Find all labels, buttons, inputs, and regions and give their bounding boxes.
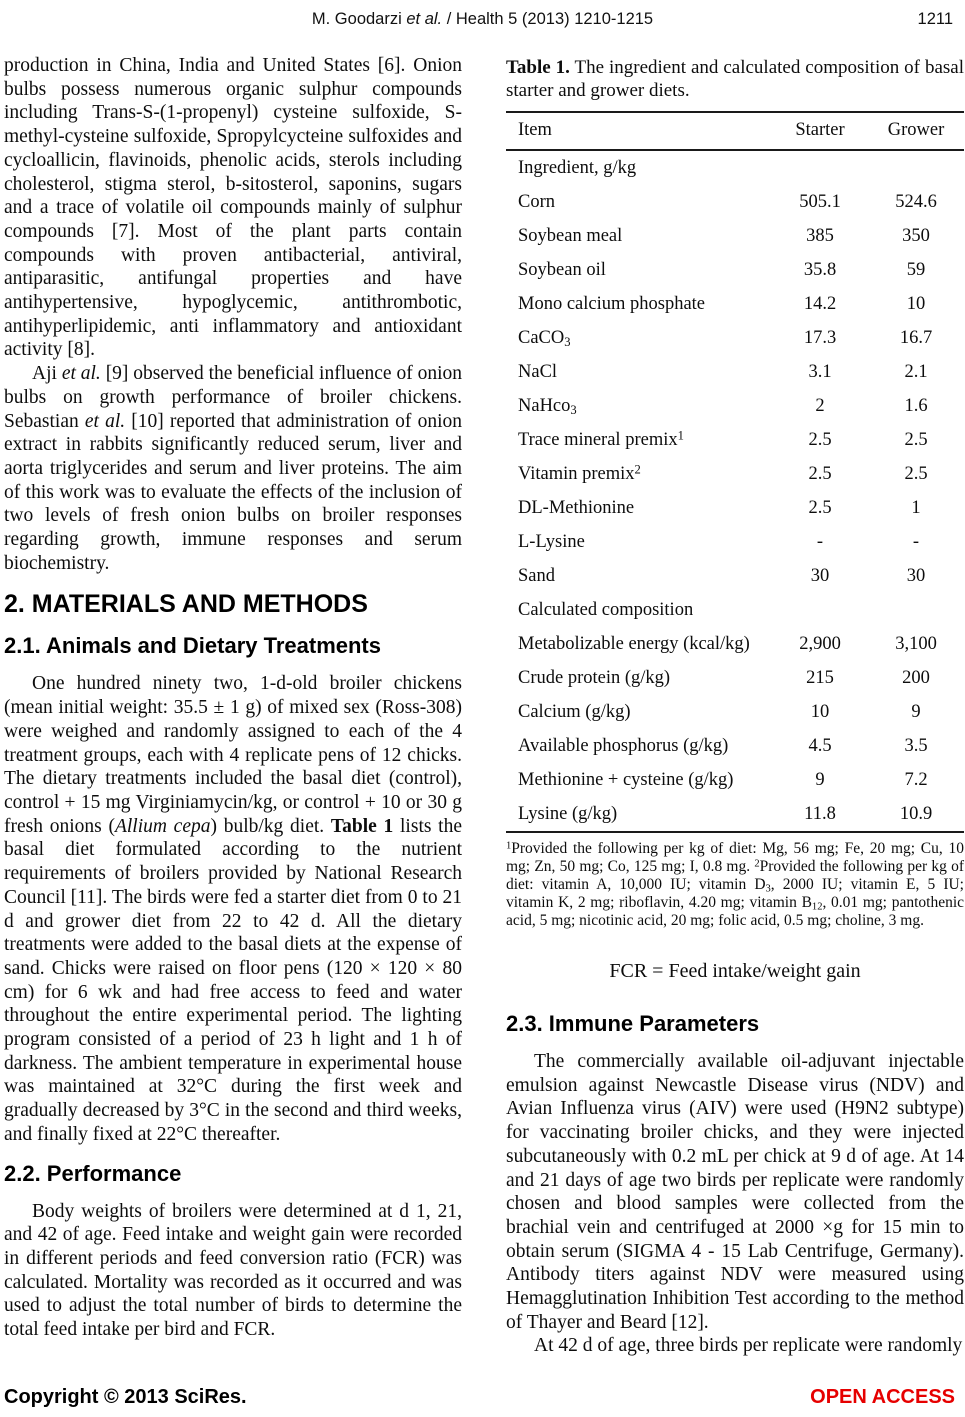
- grower-value-cell: 9: [911, 701, 921, 722]
- grower-value-cell: 7.2: [904, 769, 928, 790]
- item-cell: Calculated composition: [518, 599, 694, 620]
- table-header-row: [506, 112, 964, 150]
- grower-value-cell: 59: [906, 259, 926, 280]
- grower-value-cell: 1.6: [904, 395, 928, 416]
- item-cell: Mono calcium phosphate: [518, 293, 706, 314]
- starter-value-cell: 30: [810, 565, 830, 586]
- table-footnote: $^1$Provided the following per kg of diet: Mg, 56 mg; Fe, 20 mg; Cu, 10 mg; Zn, 50 mg; Co, 125 mg; I, 0.8 mg. $^2$Provided the following per kg of diet: vitamin A, 10,000 IU; vitamin D3, 2000 IU; vitamin E, 5 IU; vitamin K, 2 mg; riboflavin, 4.20 mg; vitamin B12, 0.01 mg; pantothenic acid, 5 mg; nicotinic acid, 20 mg; folic acid, 0.5 mg; choline, 3 mg.: [506, 840, 965, 929]
- table-row: [506, 729, 964, 763]
- article-reference: M. Goodarzi et al. / Health 5 (2013) 1210-1215: [311, 10, 654, 28]
- table-row: [506, 627, 964, 661]
- fcr-equation: FCR = Feed intake/weight gain: [609, 960, 861, 982]
- item-cell: DL-Methionine: [518, 497, 635, 518]
- starter-value-cell: 10: [810, 701, 830, 722]
- grower-value-cell: 30: [906, 565, 926, 586]
- section-2-2-heading: 2.2. Performance: [4, 1160, 182, 1186]
- starter-value-cell: 2: [815, 395, 825, 416]
- table-row: [506, 491, 964, 525]
- starter-value-cell: 2,900: [799, 633, 841, 654]
- item-cell: Available phosphorus (g/kg): [518, 735, 729, 756]
- starter-value-cell: 9: [815, 769, 825, 790]
- left-column: [4, 54, 462, 1358]
- starter-value-cell: 2.5: [808, 497, 832, 518]
- starter-value-cell: 14.2: [803, 293, 837, 314]
- grower-value-cell: 16.7: [899, 327, 933, 348]
- paragraph-aji-background: Aji et al. [9] observed the beneficial influence of onion bulbs on growth performance of broiler chickens. Sebastian et al. [10] reported that administration of onion extract in rabbits significantly reduced serum, liver and aorta triglycerides and serum and liver proteins. The aim of this work was to evaluate the effects of the inclusion of two levels of fresh onion bulbs on broiler responses regarding growth, immune responses and serum biochemistry.: [4, 363, 462, 574]
- column-header-grower: Grower: [868, 112, 964, 150]
- section-2-heading: 2. MATERIALS AND METHODS: [4, 590, 368, 619]
- table-section-row: [506, 593, 964, 627]
- item-cell: CaCO3: [518, 327, 571, 349]
- table-row: [506, 219, 964, 253]
- table-caption: Table 1. The ingredient and calculated composition of basal starter and grower diets.: [506, 57, 964, 101]
- column-header-item: Item: [506, 112, 772, 150]
- table-row: [506, 287, 964, 321]
- paragraph-animals-diets: One hundred ninety two, 1-d-old broiler chickens (mean initial weight: 35.5 ± 1 g) of mixed sex (Ross-308) were weighed and randomly assigned to each of the 4 treatment groups, each with 4 replicate pens of 12 chicks. The dietary treatments included the basal diet (control), control + 15 mg Virginiamycin/kg, or control + 10 or 30 g fresh onions (Allium cepa) bulb/kg diet. Table 1 lists the basal diet formulated according to the nutrient requirements of broilers provided by National Research Council [11]. The birds were fed a starter diet from 0 to 21 d and grower diet from 22 to 42 d. All the dietary treatments were added to the basal diets at the expense of sand. Chicks were raised on floor pens (120 × 120 × 80 cm) for 6 wk and had free access to feed and water throughout the entire experimental period. The lighting program consisted of a period of 23 h light and 1 h of darkness. The ambient temperature in experimental house was maintained at 32°C during the first week and gradually decreased by 3°C in the second and third weeks, and finally fixed at 22°C thereafter.: [4, 673, 462, 1145]
- open-access-label: OPEN ACCESS: [810, 1386, 955, 1408]
- page-footer: [4, 1386, 955, 1409]
- starter-value-cell: 385: [806, 225, 834, 246]
- table-row: [506, 389, 964, 423]
- grower-value-cell: 200: [902, 667, 930, 688]
- right-column: [506, 54, 964, 1358]
- starter-value-cell: 215: [806, 667, 834, 688]
- item-cell: NaCl: [518, 361, 558, 382]
- table-row: [506, 355, 964, 389]
- item-cell: Ingredient, g/kg: [518, 157, 637, 178]
- table-row: [506, 253, 964, 287]
- table-body: [506, 150, 964, 832]
- item-cell: Trace mineral premix$^1$: [518, 427, 684, 450]
- table-section-row: [506, 150, 964, 185]
- item-cell: Soybean oil: [518, 259, 606, 280]
- starter-value-cell: 4.5: [808, 735, 832, 756]
- table-row: [506, 457, 964, 491]
- grower-value-cell: [868, 150, 964, 185]
- item-cell: Sand: [518, 565, 555, 586]
- grower-value-cell: 524.6: [895, 191, 937, 212]
- item-cell: Methionine + cysteine (g/kg): [518, 769, 734, 790]
- item-cell: Corn: [518, 191, 555, 212]
- section-2-3-heading: 2.3. Immune Parameters: [506, 1011, 760, 1036]
- table-row: [506, 559, 964, 593]
- table-row: [506, 525, 964, 559]
- grower-value-cell: 3.5: [904, 735, 928, 756]
- starter-value-cell: 505.1: [799, 191, 841, 212]
- table-1: [506, 111, 964, 833]
- page-number: 1211: [917, 10, 953, 28]
- starter-value-cell: 17.3: [803, 327, 837, 348]
- table-row: [506, 797, 964, 832]
- grower-value-cell: -: [912, 531, 920, 552]
- starter-value-cell: 35.8: [803, 259, 837, 280]
- paragraph-immune-parameters: The commercially available oil-adjuvant injectable emulsion against Newcastle Disease virus (NDV) and Avian Influenza virus (AIV) were used (H9N2 subtype) for vaccinating broiler chicks, and they were injected subcutaneously with 0.2 mL per chick at 9 d of age. At 14 and 21 days of age two birds per replicate were randomly chosen and blood samples were collected from the brachial vein and centrifuged at 2000 ×g for 15 min to obtain serum (SIGMA 4 - 15 Lab Centrifuge, Germany). Antibody titers against NDV were measured using Hemagglutination Inhibition Test according to the method of Thayer and Beard [12].: [506, 1051, 964, 1333]
- starter-value-cell: 2.5: [808, 429, 832, 450]
- table-head: [506, 112, 964, 150]
- item-cell: Lysine (g/kg): [518, 803, 618, 824]
- table-row: [506, 661, 964, 695]
- item-cell: Crude protein (g/kg): [518, 667, 671, 688]
- copyright-text: Copyright © 2013 SciRes.: [4, 1386, 247, 1408]
- table-row: [506, 321, 964, 355]
- grower-value-cell: 3,100: [895, 633, 937, 654]
- item-cell: Metabolizable energy (kcal/kg): [518, 633, 750, 654]
- paragraph-performance: Body weights of broilers were determined at d 1, 21, and 42 of age. Feed intake and weight gain were recorded in different periods and feed conversion ratio (FCR) was calculated. Mortality was recorded as it occurred and was used to adjust the total number of birds to determine the total feed intake per bird and FCR.: [4, 1200, 462, 1341]
- running-head: [0, 10, 965, 34]
- section-2-1-heading: 2.1. Animals and Dietary Treatments: [4, 633, 381, 659]
- starter-value-cell: -: [816, 531, 824, 552]
- grower-value-cell: 2.5: [904, 463, 928, 484]
- item-cell: NaHco3: [518, 395, 577, 417]
- paragraph-onion-compounds: production in China, India and United States [6]. Onion bulbs possess numerous organic sulphur compounds including Trans-S-(1-propenyl) cysteine sulfoxide, S-methyl-cysteine sulfoxide, Spropylcycteine sulfoxides and cycloallicin, flavinoids, phenolic acids, sterols including cholesterol, stigma sterol, b-sitosterol, saponins, sugars and a trace of volatile oil compounds mainly of sulphur compounds [7]. Most of the plant parts contain compounds with proven antibacterial, antiviral, antiparasitic, antifungal properties and have antihypertensive, hypoglycemic, antithrombotic, antihyperlipidemic, anti inflammatory and antioxidant activity [8].: [4, 55, 462, 361]
- starter-value-cell: 3.1: [808, 361, 832, 382]
- table-row: [506, 185, 964, 219]
- item-cell: Vitamin premix$^2$: [518, 461, 641, 484]
- grower-value-cell: 2.5: [904, 429, 928, 450]
- grower-value-cell: 2.1: [904, 361, 928, 382]
- starter-value-cell: [772, 593, 868, 627]
- two-column-body: [4, 54, 964, 1358]
- grower-value-cell: 1: [911, 497, 921, 518]
- item-cell: Calcium (g/kg): [518, 701, 631, 722]
- grower-value-cell: 10.9: [899, 803, 933, 824]
- grower-value-cell: 350: [902, 225, 930, 246]
- column-header-starter: Starter: [772, 112, 868, 150]
- paragraph-sampling-start: At 42 d of age, three birds per replicate were randomly: [534, 1335, 963, 1357]
- table-row: [506, 763, 964, 797]
- item-cell: L-Lysine: [518, 531, 585, 552]
- grower-value-cell: 10: [906, 293, 926, 314]
- table-row: [506, 423, 964, 457]
- starter-value-cell: 2.5: [808, 463, 832, 484]
- starter-value-cell: [772, 150, 868, 185]
- item-cell: Soybean meal: [518, 225, 623, 246]
- starter-value-cell: 11.8: [804, 803, 836, 824]
- table-row: [506, 695, 964, 729]
- grower-value-cell: [868, 593, 964, 627]
